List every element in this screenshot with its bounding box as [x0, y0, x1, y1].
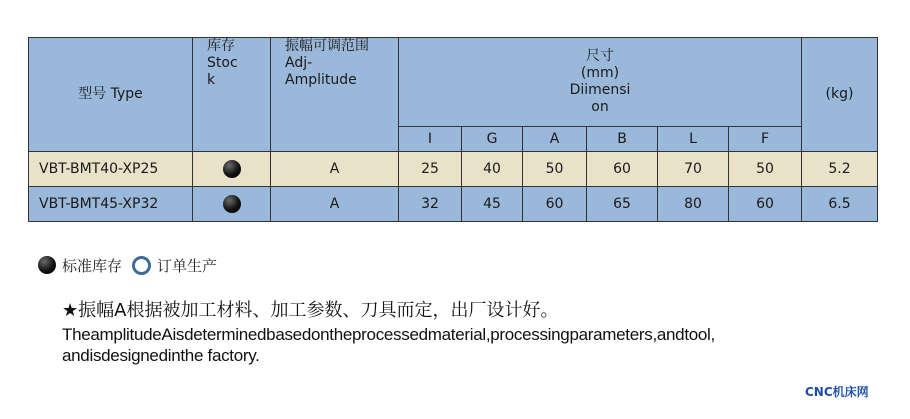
weight-cell: 6.5: [802, 187, 878, 222]
header-model: 型号 Type: [29, 38, 193, 152]
legend-standard-stock: 标准库存: [62, 256, 123, 275]
dim-cell: 65: [587, 187, 658, 222]
header-amplitude: 振幅可调范围 Adj- Amplitude: [271, 38, 399, 152]
dim-cell: 45: [462, 187, 523, 222]
header-dimension: 尺寸 (mm) Diimensi on: [399, 38, 802, 127]
model-cell: VBT-BMT45-XP32: [29, 187, 193, 222]
header-dim-g: G: [462, 127, 523, 152]
header-dim-i: I: [399, 127, 462, 152]
weight-cell: 5.2: [802, 152, 878, 187]
dim-cell: 50: [523, 152, 587, 187]
amplitude-cell: A: [271, 187, 399, 222]
dim-cell: 25: [399, 152, 462, 187]
table-row: [29, 152, 878, 187]
dim-cell: 32: [399, 187, 462, 222]
header-stock: 库存 Stoc k: [193, 38, 271, 152]
header-dim-a: A: [523, 127, 587, 152]
standard-stock-ball-icon: [223, 160, 241, 178]
watermark-logo: CNC机床网: [805, 385, 869, 399]
spec-table: [28, 37, 878, 222]
header-dim-b: B: [587, 127, 658, 152]
dim-cell: 60: [729, 187, 802, 222]
table-row: [29, 187, 878, 222]
stock-cell: [193, 187, 271, 222]
stock-cell: [193, 152, 271, 187]
legend: [38, 254, 217, 276]
standard-stock-ball-icon: [223, 195, 241, 213]
header-dim-f: F: [729, 127, 802, 152]
dim-cell: 70: [658, 152, 729, 187]
header-weight: (kg): [802, 38, 878, 152]
amplitude-cell: A: [271, 152, 399, 187]
dim-cell: 60: [587, 152, 658, 187]
note-english: TheamplitudeAisdeterminedbasedontheprocessedmaterial,processingparameters,andtool, andisdesignedinthe factory.: [62, 325, 715, 365]
note-chinese: ★振幅A根据被加工材料、加工参数、刀具而定，出厂设计好。: [62, 300, 559, 321]
model-cell: VBT-BMT40-XP25: [29, 152, 193, 187]
legend-made-to-order: 订单生产: [157, 256, 218, 275]
dim-cell: 80: [658, 187, 729, 222]
header-dim-l: L: [658, 127, 729, 152]
dim-cell: 50: [729, 152, 802, 187]
dim-cell: 60: [523, 187, 587, 222]
dim-cell: 40: [462, 152, 523, 187]
standard-stock-ball-icon: [38, 256, 56, 274]
made-to-order-ring-icon: [132, 256, 151, 275]
